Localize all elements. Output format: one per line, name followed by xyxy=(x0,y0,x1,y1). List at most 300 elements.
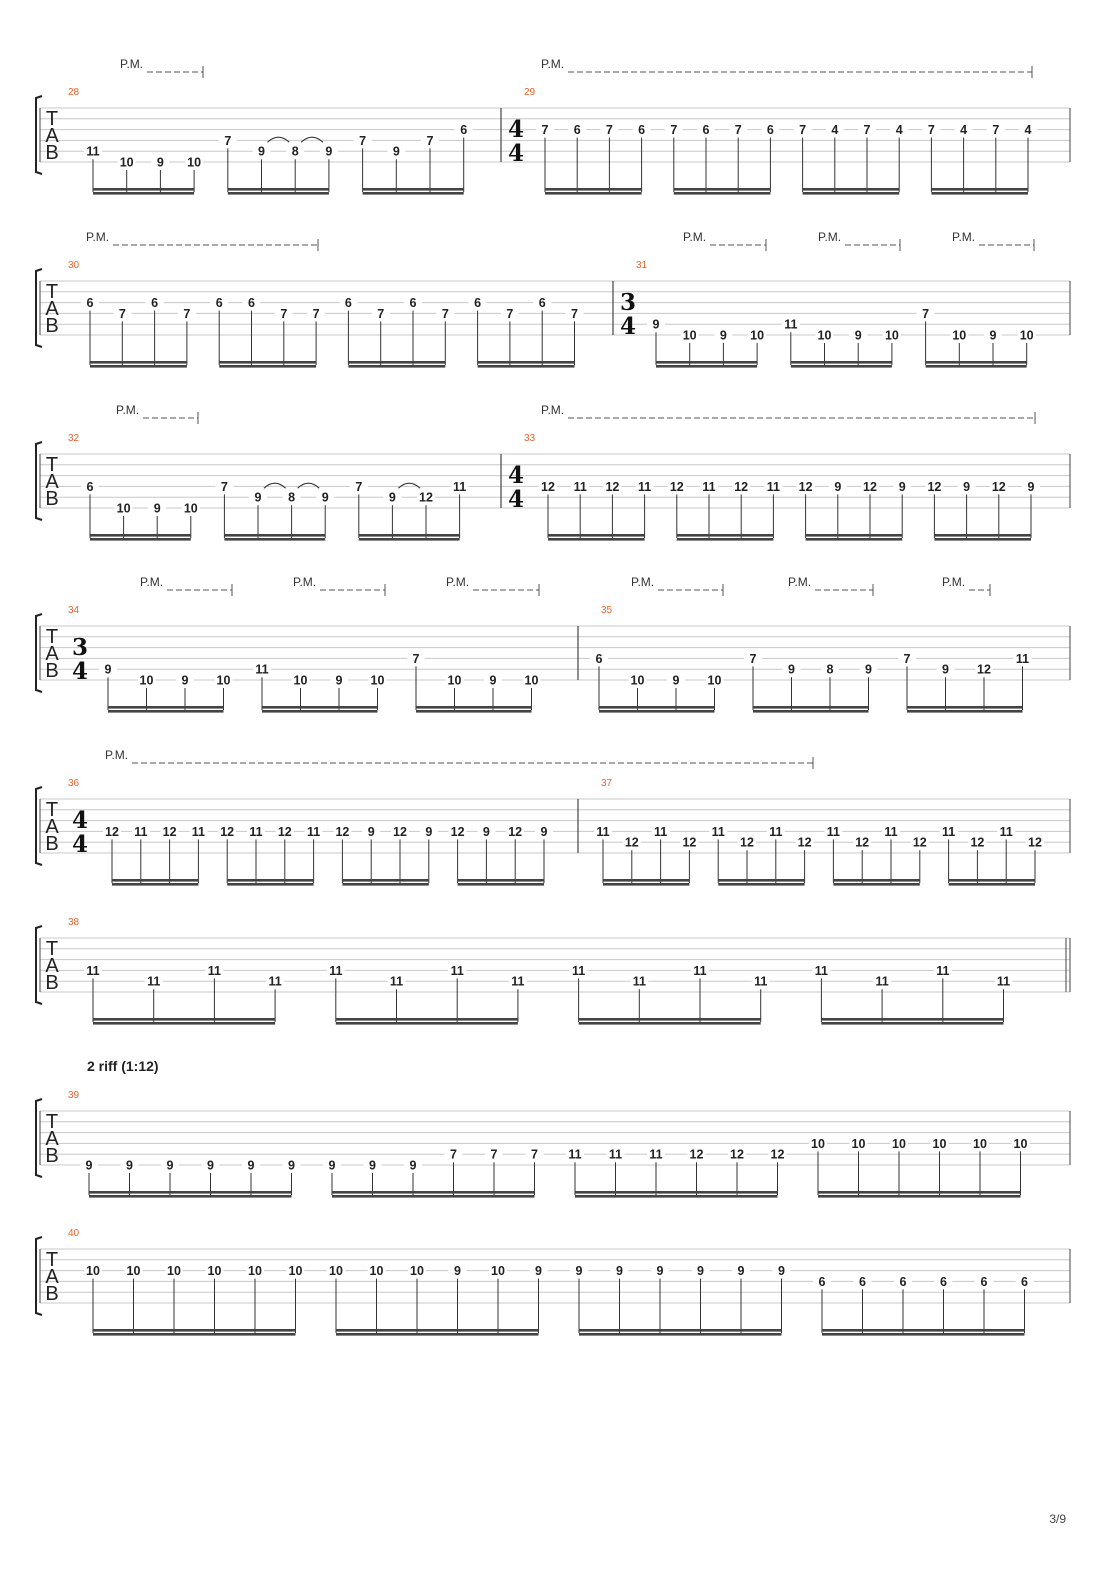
tab-clef-letter: T xyxy=(45,626,59,648)
beam xyxy=(112,883,198,886)
fret-number: 9 xyxy=(369,1158,376,1173)
fret-number: 10 xyxy=(119,155,134,170)
beam xyxy=(548,538,645,541)
fret-number: 12 xyxy=(162,824,177,839)
fret-number: 7 xyxy=(377,306,385,321)
beam xyxy=(359,534,460,537)
fret-number: 10 xyxy=(369,1264,384,1279)
time-signature-bottom: 4 xyxy=(507,140,525,167)
beam xyxy=(458,879,544,882)
beam xyxy=(336,1022,518,1025)
fret-number: 7 xyxy=(355,479,363,494)
tie-arc xyxy=(264,483,286,488)
beam xyxy=(90,538,191,541)
beam xyxy=(822,1329,1025,1332)
fret-number: 7 xyxy=(670,123,678,138)
tab-clef-letter: T xyxy=(45,1111,59,1133)
beam xyxy=(803,192,900,195)
fret-number: 12 xyxy=(970,835,985,850)
time-signature-top: 3 xyxy=(71,634,89,661)
beam xyxy=(821,1018,1003,1021)
palm-mute-label: P.M. xyxy=(631,575,655,589)
time-signature-top: 3 xyxy=(619,289,637,316)
fret-number: 10 xyxy=(524,673,539,688)
beam xyxy=(224,534,325,537)
fret-number: 12 xyxy=(419,490,433,505)
fret-number: 11 xyxy=(784,317,798,332)
fret-number: 9 xyxy=(207,1158,214,1173)
tab-clef-letter: B xyxy=(45,972,59,994)
palm-mute-label: P.M. xyxy=(788,575,812,589)
fret-number: 11 xyxy=(826,824,841,839)
fret-number: 9 xyxy=(104,662,112,677)
tab-clef-letter: B xyxy=(45,488,59,510)
beam xyxy=(224,538,325,541)
fret-number: 6 xyxy=(573,123,581,138)
fret-number: 9 xyxy=(616,1264,623,1279)
fret-number: 6 xyxy=(474,296,482,311)
fret-number: 10 xyxy=(892,1136,906,1151)
fret-number: 6 xyxy=(899,1274,907,1289)
beam xyxy=(575,1195,778,1198)
fret-number: 9 xyxy=(328,1158,336,1173)
beam xyxy=(93,1018,275,1021)
time-signature-bottom: 4 xyxy=(71,658,89,685)
beam xyxy=(791,365,892,368)
tab-clef-letter: A xyxy=(45,643,59,665)
palm-mute-label: P.M. xyxy=(86,230,110,244)
fret-number: 10 xyxy=(410,1264,424,1279)
beam xyxy=(359,538,460,541)
fret-number: 10 xyxy=(1013,1136,1028,1151)
fret-number: 7 xyxy=(922,306,930,321)
tab-clef-letter: A xyxy=(45,955,59,977)
fret-number: 6 xyxy=(702,123,710,138)
fret-number: 10 xyxy=(216,673,231,688)
beam xyxy=(599,710,715,713)
fret-number: 12 xyxy=(991,479,1006,494)
beam xyxy=(262,710,378,713)
beam xyxy=(579,1022,761,1025)
palm-mute-label: P.M. xyxy=(446,575,470,589)
beam xyxy=(907,710,1023,713)
fret-number: 6 xyxy=(595,651,603,666)
fret-number: 11 xyxy=(86,144,100,159)
beam xyxy=(818,1195,1021,1198)
beam xyxy=(336,1333,539,1336)
fret-number: 9 xyxy=(254,490,262,505)
fret-number: 11 xyxy=(711,824,725,839)
beam xyxy=(548,534,645,537)
fret-number: 12 xyxy=(624,835,639,850)
beam xyxy=(575,1191,778,1194)
beam xyxy=(677,538,774,541)
tab-clef-letter: B xyxy=(45,315,59,337)
fret-number: 9 xyxy=(258,144,265,159)
fret-number: 4 xyxy=(1024,123,1032,138)
beam xyxy=(833,879,919,882)
fret-number: 9 xyxy=(409,1158,417,1173)
beam xyxy=(108,710,224,713)
beam xyxy=(656,365,757,368)
beam xyxy=(791,361,892,364)
palm-mute-label: P.M. xyxy=(120,57,144,71)
fret-number: 9 xyxy=(672,673,680,688)
tab-clef-letter: T xyxy=(45,799,59,821)
tie-arc xyxy=(398,483,420,488)
fret-number: 10 xyxy=(1019,328,1034,343)
beam xyxy=(112,879,198,882)
beam xyxy=(363,192,464,195)
beam xyxy=(93,188,194,191)
palm-mute-label: P.M. xyxy=(952,230,976,244)
fret-number: 10 xyxy=(884,328,899,343)
fret-number: 9 xyxy=(898,479,906,494)
beam xyxy=(262,706,378,709)
beam xyxy=(336,1329,539,1332)
fret-number: 11 xyxy=(573,479,587,494)
beam xyxy=(93,1329,296,1332)
fret-number: 9 xyxy=(540,824,548,839)
fret-number: 11 xyxy=(754,974,768,989)
beam xyxy=(93,1333,296,1336)
fret-number: 7 xyxy=(531,1147,538,1162)
fret-number: 12 xyxy=(1028,835,1042,850)
fret-number: 11 xyxy=(702,479,716,494)
fret-number: 11 xyxy=(389,974,404,989)
beam xyxy=(603,883,689,886)
tab-clef-letter: T xyxy=(45,281,59,303)
fret-number: 7 xyxy=(118,306,126,321)
fret-number: 7 xyxy=(605,123,613,138)
beam xyxy=(108,706,224,709)
measure-number: 40 xyxy=(68,1228,80,1239)
beam xyxy=(931,188,1028,191)
fret-number: 6 xyxy=(248,296,255,311)
fret-number: 11 xyxy=(1015,651,1030,666)
tie-arc xyxy=(298,483,320,488)
fret-number: 6 xyxy=(980,1274,988,1289)
fret-number: 9 xyxy=(963,479,971,494)
fret-number: 9 xyxy=(85,1158,93,1173)
fret-number: 7 xyxy=(571,306,578,321)
fret-number: 9 xyxy=(181,673,189,688)
beam xyxy=(806,534,903,537)
beam xyxy=(342,879,428,882)
beam xyxy=(579,1329,782,1332)
fret-number: 9 xyxy=(166,1158,174,1173)
fret-number: 9 xyxy=(454,1264,461,1279)
fret-number: 10 xyxy=(630,673,645,688)
fret-number: 8 xyxy=(288,490,296,505)
fret-number: 9 xyxy=(788,662,795,677)
fret-number: 11 xyxy=(511,974,525,989)
beam xyxy=(478,365,575,368)
fret-number: 11 xyxy=(941,824,956,839)
beam xyxy=(907,706,1023,709)
fret-number: 12 xyxy=(734,479,749,494)
fret-number: 7 xyxy=(183,306,191,321)
fret-number: 12 xyxy=(689,1147,704,1162)
fret-number: 7 xyxy=(220,479,228,494)
beam xyxy=(90,534,191,537)
fret-number: 11 xyxy=(814,963,829,978)
fret-number: 12 xyxy=(797,835,812,850)
beam xyxy=(821,1022,1003,1025)
measure-number: 30 xyxy=(68,260,80,271)
fret-number: 9 xyxy=(325,144,333,159)
beam xyxy=(227,883,313,886)
fret-number: 10 xyxy=(293,673,308,688)
tab-clef-letter: B xyxy=(45,833,59,855)
fret-number: 12 xyxy=(770,1147,785,1162)
beam xyxy=(599,706,715,709)
beam xyxy=(332,1195,535,1198)
beam xyxy=(90,365,187,368)
beam xyxy=(228,192,329,195)
beam xyxy=(931,192,1028,195)
fret-number: 10 xyxy=(952,328,967,343)
fret-number: 7 xyxy=(541,123,549,138)
tab-clef-letter: A xyxy=(45,298,59,320)
fret-number: 10 xyxy=(167,1264,181,1279)
beam xyxy=(416,710,532,713)
fret-number: 10 xyxy=(973,1136,987,1151)
fret-number: 11 xyxy=(649,1147,663,1162)
fret-number: 11 xyxy=(769,824,783,839)
fret-number: 9 xyxy=(656,1264,664,1279)
beam xyxy=(478,361,575,364)
beam xyxy=(579,1018,761,1021)
fret-number: 4 xyxy=(831,123,839,138)
fret-number: 6 xyxy=(1021,1274,1028,1289)
palm-mute-label: P.M. xyxy=(140,575,164,589)
fret-number: 12 xyxy=(855,835,870,850)
fret-number: 11 xyxy=(268,974,282,989)
beam xyxy=(934,534,1031,537)
fret-number: 11 xyxy=(653,824,668,839)
fret-number: 12 xyxy=(508,824,523,839)
tab-clef-letter: T xyxy=(45,108,59,130)
beam xyxy=(458,883,544,886)
beam xyxy=(833,883,919,886)
fret-number: 12 xyxy=(105,824,119,839)
fret-number: 11 xyxy=(632,974,646,989)
fret-number: 12 xyxy=(393,824,407,839)
fret-number: 8 xyxy=(291,144,299,159)
measure-number: 38 xyxy=(68,917,80,928)
tab-clef-letter: B xyxy=(45,142,59,164)
fret-number: 11 xyxy=(884,824,898,839)
fret-number: 11 xyxy=(450,963,464,978)
fret-number: 7 xyxy=(927,123,935,138)
fret-number: 10 xyxy=(682,328,697,343)
fret-number: 6 xyxy=(538,296,546,311)
measure-number: 37 xyxy=(601,778,613,789)
measure-number: 32 xyxy=(68,433,80,444)
fret-number: 10 xyxy=(811,1136,825,1151)
fret-number: 11 xyxy=(134,824,148,839)
fret-number: 9 xyxy=(1027,479,1035,494)
time-signature-bottom: 4 xyxy=(507,486,525,513)
time-signature-bottom: 4 xyxy=(71,831,89,858)
beam xyxy=(545,188,642,191)
fret-number: 9 xyxy=(321,490,329,505)
measure-number: 29 xyxy=(524,87,536,98)
fret-number: 11 xyxy=(147,974,161,989)
fret-number: 9 xyxy=(778,1264,785,1279)
fret-number: 6 xyxy=(766,123,774,138)
fret-number: 9 xyxy=(489,673,497,688)
fret-number: 11 xyxy=(571,963,586,978)
beam xyxy=(336,1018,518,1021)
fret-number: 11 xyxy=(452,479,467,494)
fret-number: 10 xyxy=(491,1264,505,1279)
fret-number: 6 xyxy=(151,296,159,311)
palm-mute-label: P.M. xyxy=(105,748,129,762)
fret-number: 10 xyxy=(288,1264,303,1279)
fret-number: 7 xyxy=(903,651,911,666)
tab-clef-letter: A xyxy=(45,816,59,838)
fret-number: 12 xyxy=(335,824,350,839)
fret-number: 4 xyxy=(960,123,968,138)
fret-number: 10 xyxy=(851,1136,866,1151)
measure-number: 33 xyxy=(524,433,536,444)
fret-number: 9 xyxy=(335,673,343,688)
beam xyxy=(949,883,1035,886)
beam xyxy=(674,192,771,195)
fret-number: 6 xyxy=(859,1274,866,1289)
beam xyxy=(416,706,532,709)
tab-clef-letter: A xyxy=(45,471,59,493)
fret-number: 12 xyxy=(450,824,465,839)
beam xyxy=(926,365,1027,368)
beam xyxy=(363,188,464,191)
fret-number: 9 xyxy=(834,479,842,494)
beam xyxy=(93,1022,275,1025)
beam xyxy=(228,188,329,191)
fret-number: 9 xyxy=(288,1158,295,1173)
fret-number: 9 xyxy=(989,328,997,343)
fret-number: 12 xyxy=(605,479,620,494)
beam xyxy=(818,1191,1021,1194)
fret-number: 10 xyxy=(139,673,154,688)
tab-clef-letter: T xyxy=(45,938,59,960)
measure-number: 36 xyxy=(68,778,80,789)
fret-number: 6 xyxy=(940,1274,947,1289)
fret-number: 7 xyxy=(224,133,232,148)
fret-number: 9 xyxy=(865,662,872,677)
fret-number: 11 xyxy=(637,479,652,494)
fret-number: 9 xyxy=(652,317,660,332)
fret-number: 9 xyxy=(737,1264,745,1279)
fret-number: 12 xyxy=(798,479,813,494)
fret-number: 10 xyxy=(207,1264,222,1279)
fret-number: 7 xyxy=(799,123,807,138)
fret-number: 7 xyxy=(359,133,367,148)
fret-number: 10 xyxy=(370,673,385,688)
fret-number: 7 xyxy=(412,651,420,666)
fret-number: 8 xyxy=(826,662,834,677)
beam xyxy=(603,879,689,882)
beam xyxy=(332,1191,535,1194)
fret-number: 6 xyxy=(409,296,417,311)
beam xyxy=(89,1191,292,1194)
fret-number: 12 xyxy=(927,479,942,494)
tab-clef-letter: B xyxy=(45,660,59,682)
fret-number: 7 xyxy=(863,123,871,138)
fret-number: 10 xyxy=(116,501,131,516)
fret-number: 9 xyxy=(697,1264,704,1279)
tie-arc xyxy=(268,137,290,142)
fret-number: 6 xyxy=(344,296,352,311)
beam xyxy=(677,534,774,537)
fret-number: 11 xyxy=(329,963,343,978)
fret-number: 9 xyxy=(126,1158,133,1173)
measure-number: 34 xyxy=(68,605,80,616)
beam xyxy=(545,192,642,195)
beam xyxy=(656,361,757,364)
beam xyxy=(219,365,316,368)
measure-number: 28 xyxy=(68,87,80,98)
palm-mute-label: P.M. xyxy=(683,230,707,244)
fret-number: 9 xyxy=(367,824,375,839)
fret-number: 11 xyxy=(936,963,950,978)
fret-number: 7 xyxy=(749,651,757,666)
measure-number: 31 xyxy=(636,260,648,271)
fret-number: 7 xyxy=(506,306,514,321)
tab-clef-letter: A xyxy=(45,1266,59,1288)
fret-number: 9 xyxy=(388,490,396,505)
fret-number: 10 xyxy=(817,328,832,343)
beam xyxy=(806,538,903,541)
fret-number: 11 xyxy=(306,824,321,839)
palm-mute-label: P.M. xyxy=(293,575,317,589)
fret-number: 10 xyxy=(447,673,462,688)
fret-number: 9 xyxy=(153,501,161,516)
fret-number: 9 xyxy=(719,328,727,343)
fret-number: 11 xyxy=(996,974,1011,989)
fret-number: 10 xyxy=(329,1264,343,1279)
fret-number: 12 xyxy=(220,824,235,839)
tab-clef-letter: B xyxy=(45,1145,59,1167)
fret-number: 10 xyxy=(248,1264,262,1279)
tab-clef-letter: B xyxy=(45,1283,59,1305)
tab-clef-letter: T xyxy=(45,454,59,476)
fret-number: 10 xyxy=(183,501,198,516)
beam xyxy=(718,879,804,882)
fret-number: 9 xyxy=(425,824,433,839)
fret-number: 10 xyxy=(126,1264,141,1279)
fret-number: 6 xyxy=(86,479,94,494)
fret-number: 11 xyxy=(191,824,206,839)
fret-number: 6 xyxy=(818,1274,826,1289)
fret-number: 9 xyxy=(247,1158,255,1173)
fret-number: 11 xyxy=(608,1147,623,1162)
fret-number: 7 xyxy=(450,1147,457,1162)
fret-number: 10 xyxy=(932,1136,947,1151)
fret-number: 6 xyxy=(86,296,94,311)
fret-number: 7 xyxy=(992,123,1000,138)
fret-number: 10 xyxy=(187,155,202,170)
fret-number: 12 xyxy=(740,835,754,850)
fret-number: 6 xyxy=(460,123,468,138)
time-signature-top: 4 xyxy=(507,462,525,489)
tie-arc xyxy=(301,137,323,142)
fret-number: 12 xyxy=(977,662,991,677)
fret-number: 10 xyxy=(86,1264,100,1279)
fret-number: 9 xyxy=(535,1264,542,1279)
